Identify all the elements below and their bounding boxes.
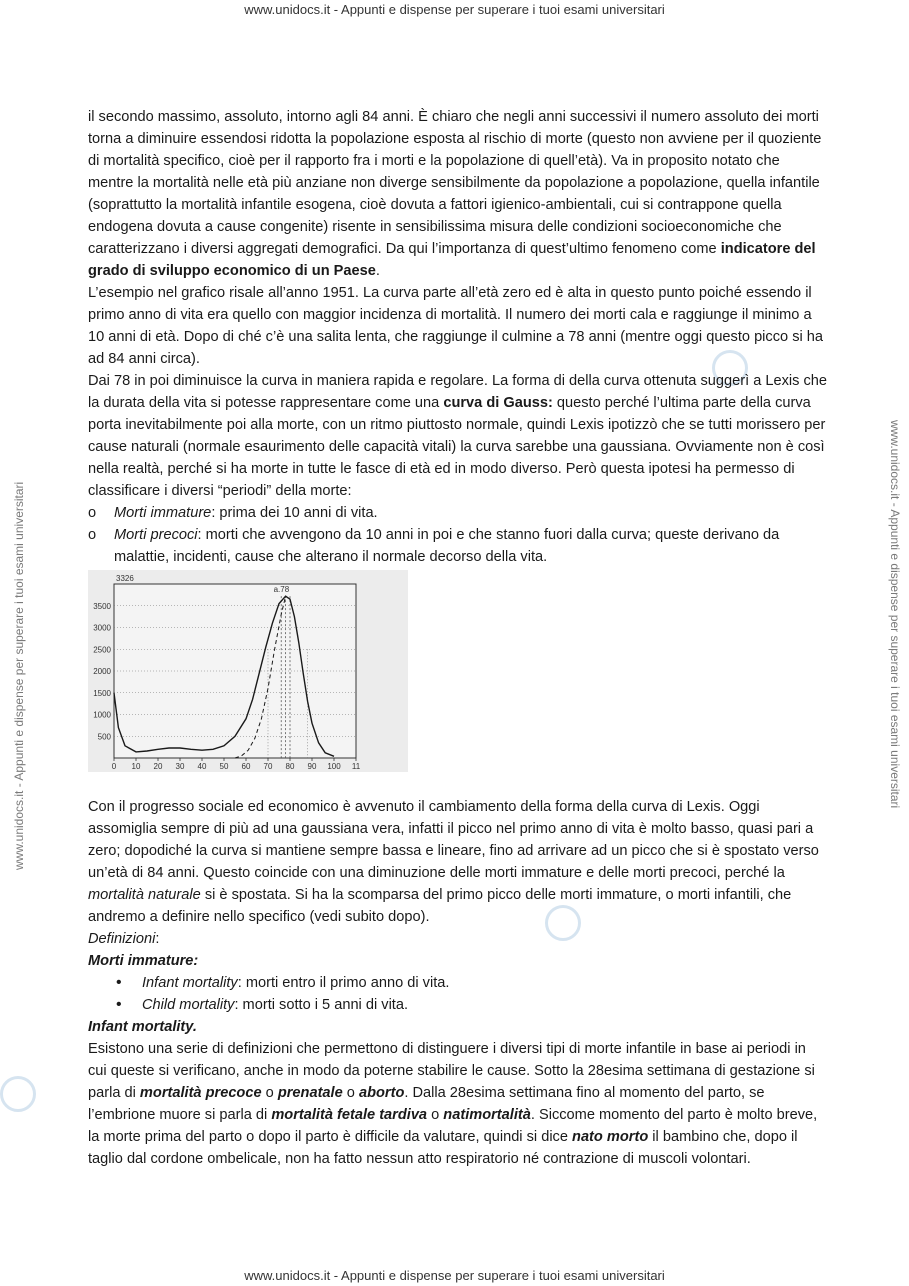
top-watermark-text: www.unidocs.it - Appunti e dispense per superare i tuoi esami universitari xyxy=(244,2,665,17)
peak-label: a.78 xyxy=(273,585,290,595)
top-value-label: 3326 xyxy=(116,574,134,583)
paragraph-1: il secondo massimo, assoluto, intorno agli 84 anni. È chiaro che negli anni successivi il numero assoluto dei morti torna a diminuire essendosi ridotta la popolazione esposta al rischio di morte (questo non avviene per il quoziente di mortalità specifico, cioè per il rapporto fra i morti e la popolazione di quell’età). Va in proposito notato che mentre la mortalità nelle età più anziane non diverge sensibilmente da popolazione a popolazione, quella infantile (soprattutto la mortalità infantile esogena, cioè dovuta a fattori igienico-ambientali, cui si contrappone quella endogena dovuta a cause congenite) risente in sensibilissima misura delle condizioni socioeconomiche che caratterizzano i diversi aggregati demografici. Da qui l’importanza di quest’ultimo fenomeno come indicatore del grado di sviluppo economico di un Paese. xyxy=(88,109,822,279)
lexis-curve-chart xyxy=(88,570,408,772)
document-body xyxy=(88,106,828,1170)
top-watermark xyxy=(0,2,909,17)
definitions-label: Definizioni: xyxy=(88,931,160,947)
x-tick-label: 40 xyxy=(197,762,207,771)
list-item: • Child mortality: morti sotto i 5 anni di vita. xyxy=(88,994,828,1016)
bold-phrase: indicatore del grado di sviluppo economico di un Paese xyxy=(88,241,816,279)
right-side-watermark: www.unidocs.it - Appunti e dispense per superare i tuoi esami universitari xyxy=(888,420,902,809)
y-tick-label: 1000 xyxy=(93,710,111,720)
x-tick-label: 100 xyxy=(327,762,341,771)
x-tick-label: 70 xyxy=(263,762,273,771)
paragraph-2: L’esempio nel grafico risale all’anno 1951. La curva parte all’età zero ed è alta in questo punto poiché essendo il primo anno di vita era quello con maggior incidenza di mortalità. Il numero dei morti cala e raggiunge il minimo a 10 anni di età. Dopo di ché c’è una salita lenta, che raggiunge il culmine a 78 anni (mentre oggi questo picco si ha ad 84 anni circa). xyxy=(88,285,824,367)
y-tick-label: 500 xyxy=(97,732,111,742)
paragraph-5: Esistono una serie di definizioni che permettono di distinguere i diversi tipi di morte infantile in base ai periodi in cui queste si verificano, anche in modo da poterne stabilire le cause. Sotto la 28esima settimana di gestazione si parla di mortalità precoce o prenatale o aborto. Dalla 28esima settimana fino al momento del parto, se l’embrione muore si parla di mortalità fetale tardiva o natimortalità. Siccome momento del parto è molto breve, la morte prima del parto o dopo il parto è difficile da valutare, quindi si dice nato morto il bambino che, dopo il taglio dal cordone ombelicale, non ha fatto nessun atto respiratorio né contrazione di muscoli volontari. xyxy=(88,1041,818,1167)
list-item: o Morti precoci: morti che avvengono da 10 anni in poi e che stanno fuori dalla curva; queste derivano da malattie, incidenti, cause che alterano il normale decorso della vita. xyxy=(88,524,828,568)
y-tick-label: 1500 xyxy=(93,688,111,698)
mortality-definitions-list xyxy=(88,972,828,1016)
paragraph-4: Con il progresso sociale ed economico è avvenuto il cambiamento della forma della curva di Lexis. Oggi assomiglia sempre di più ad una gaussiana vera, infatti il picco nel primo anno di vita è molto basso, quasi pari a zero; dopodiché la curva si mantiene sempre bassa e lineare, fino ad arrivare ad un picco che si è spostato verso un’età di 84 anni. Questo coincide con una diminuzione delle morti immature e delle morti precoci, perché la mortalità naturale si è spostata. Si ha la scomparsa del primo picco delle morti immature, o morti infantili, che andremo a definire nello specifico (vedi subito dopo). xyxy=(88,799,819,925)
infant-mortality-heading: Infant mortality. xyxy=(88,1019,197,1035)
lexis-curve-figure xyxy=(88,570,408,772)
x-tick-label: 30 xyxy=(175,762,185,771)
list-item: • Infant mortality: morti entro il primo anno di vita. xyxy=(88,972,828,994)
x-tick-label: 11 xyxy=(351,762,361,771)
y-tick-label: 2000 xyxy=(93,667,111,676)
left-side-watermark: www.unidocs.it - Appunti e dispense per superare i tuoi esami universitari xyxy=(12,481,26,870)
y-tick-label: 3500 xyxy=(93,601,111,611)
x-tick-label: 90 xyxy=(307,762,317,771)
watermark-logo-icon xyxy=(0,1076,36,1112)
x-tick-label: 0 xyxy=(111,762,117,771)
x-tick-label: 10 xyxy=(131,762,141,771)
x-tick-label: 20 xyxy=(153,762,163,771)
x-tick-label: 60 xyxy=(241,762,251,771)
bold-phrase: curva di Gauss: xyxy=(443,395,553,411)
list-item: o Morti immature: prima dei 10 anni di vita. xyxy=(88,502,828,524)
x-tick-label: 50 xyxy=(219,762,229,771)
death-periods-list xyxy=(88,502,828,568)
morti-immature-heading: Morti immature: xyxy=(88,953,199,969)
y-tick-label: 2500 xyxy=(93,645,111,655)
x-tick-label: 80 xyxy=(285,762,295,771)
y-tick-label: 3000 xyxy=(93,623,111,633)
bottom-watermark xyxy=(0,1268,909,1283)
paragraph-3: Dai 78 in poi diminuisce la curva in maniera rapida e regolare. La forma di della curva ottenuta suggerì a Lexis che la durata della vita si potesse rappresentare come una curva di Gauss: questo perché l’ultima parte della curva porta inevitabilmente poi alla morte, con un ritmo piuttosto normale, quindi Lexis ipotizzò che se tutti morissero per cause naturali (normale esaurimento delle capacità vitali) la curva sarebbe una gaussiana. Ovviamente non è così nella realtà, perché si ha morte in tutte le fasce di età ed in modo diverso. Però questa ipotesi ha permesso di classificare i diversi “periodi” della morte: xyxy=(88,373,828,499)
bottom-watermark-text: www.unidocs.it - Appunti e dispense per superare i tuoi esami universitari xyxy=(244,1268,665,1283)
